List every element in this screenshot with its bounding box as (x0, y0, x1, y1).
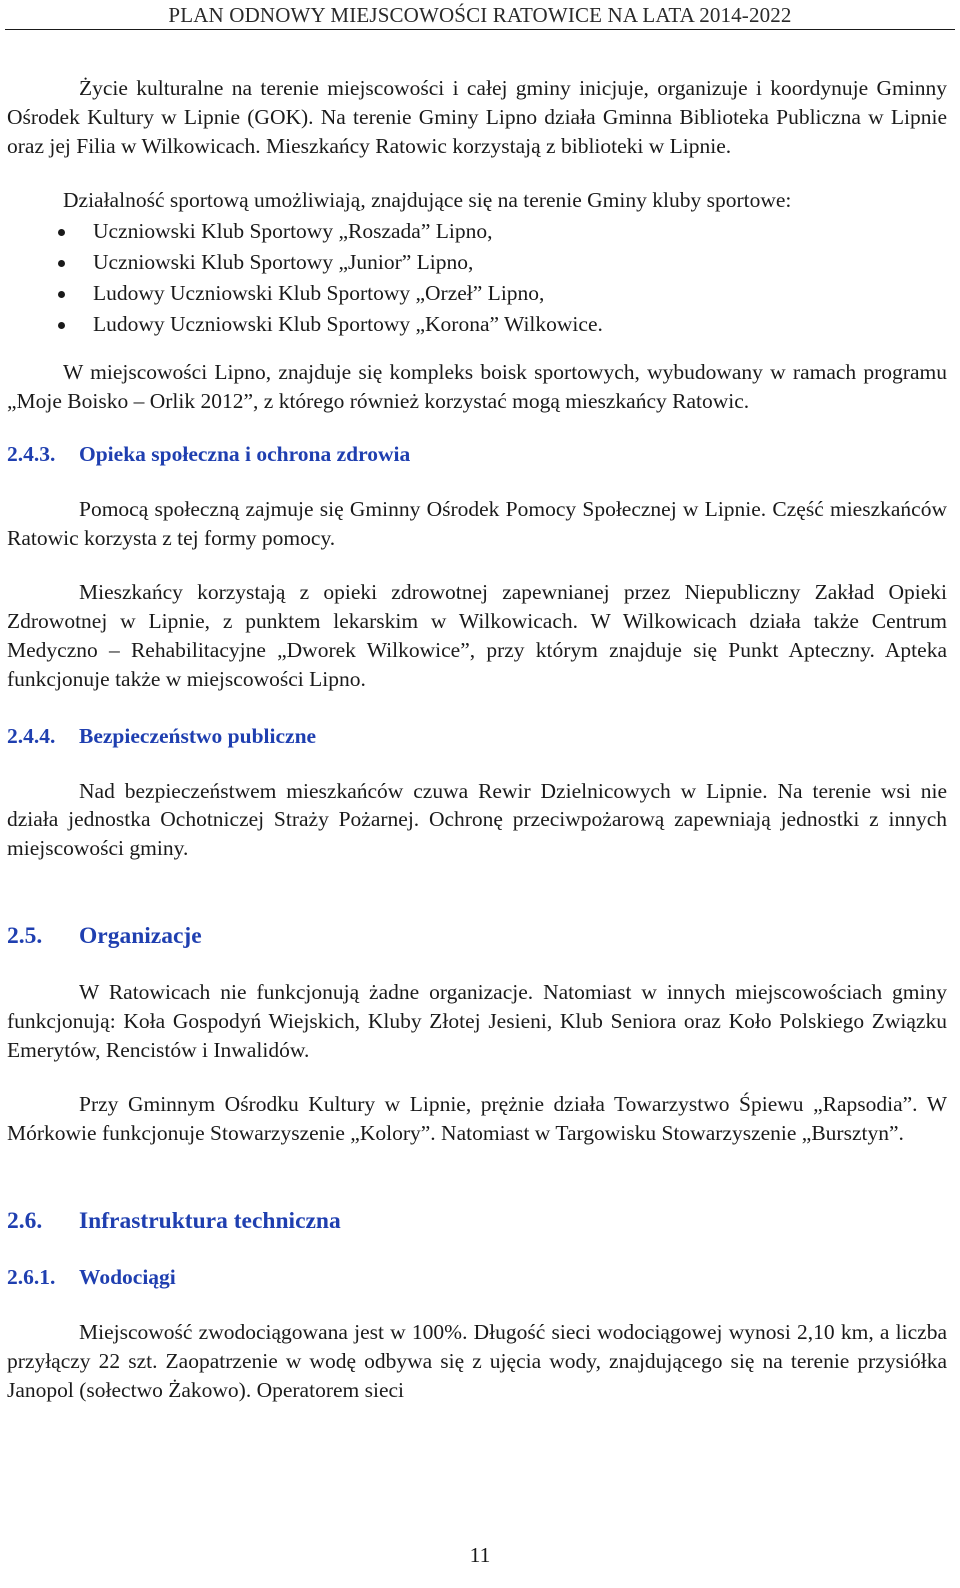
list-item: Uczniowski Klub Sportowy „Junior” Lipno, (55, 247, 947, 278)
section-title: Organizacje (79, 922, 202, 949)
section-heading-2-5 (7, 921, 947, 951)
paragraph-sport-intro: Działalność sportową umożliwiają, znajdujące się na terenie Gminy kluby sportowe: (63, 188, 792, 213)
section-heading-2-6-1 (7, 1263, 947, 1291)
section-heading-2-6 (7, 1206, 947, 1236)
list-item: Ludowy Uczniowski Klub Sportowy „Orzeł” Lipno, (55, 278, 947, 309)
section-number: 2.5. (7, 922, 43, 949)
section-number: 2.4.3. (7, 441, 56, 466)
section-title: Bezpieczeństwo publiczne (79, 723, 317, 748)
section-heading-2-4-3 (7, 440, 947, 468)
page-header (5, 0, 955, 30)
paragraph-culture: Życie kulturalne na terenie miejscowości i całej gminy inicjuje, organizuje i koordynuje Gminny Ośrodek Kultury w Lipnie (GOK). Na terenie Gminy Lipno działa Gminna Biblioteka Publiczna w Lipnie oraz jej Filia w Wilkowicach. Mieszkańcy Ratowic korzystają z biblioteki w Lipnie. (7, 76, 947, 158)
paragraph-water: Miejscowość zwodociągowana jest w 100%. Długość sieci wodociągowej wynosi 2,10 km, a liczba przyłączy 22 szt. Zaopatrzenie w wodę odbywa się z ujęcia wody, znajdującego się na terenie przysiółka Janopol (sołectwo Żakowo). Operatorem sieci (7, 1319, 947, 1402)
page-content (7, 74, 947, 1404)
page-number: 11 (469, 1543, 491, 1567)
paragraph-social-help: Pomocą społeczną zajmuje się Gminny Ośrodek Pomocy Społecznej w Lipnie. Część mieszkańców Ratowic korzysta z tej formy pomocy. (7, 496, 947, 550)
paragraph-safety: Nad bezpieczeństwem mieszkańców czuwa Rewir Dzielnicowych w Lipnie. Na terenie wsi nie działa jednostka Ochotniczej Straży Pożarnej. Ochronę przeciwpożarową zapewniają jednostki z innych miejscowości gminy. (7, 778, 947, 861)
section-title: Opieka społeczna i ochrona zdrowia (79, 441, 411, 466)
paragraph-organizations: W Ratowicach nie funkcjonują żadne organizacje. Natomiast w innych miejscowościach gminy funkcjonują: Koła Gospodyń Wiejskich, Kluby Złotej Jesieni, Klub Seniora oraz Koło Polskiego Związku Emerytów, Rencistów i Inwalidów. (7, 979, 947, 1062)
section-number: 2.4.4. (7, 723, 56, 748)
section-number: 2.6. (7, 1207, 43, 1234)
section-heading-2-4-4 (7, 722, 947, 750)
section-title: Wodociągi (79, 1264, 176, 1289)
section-title: Infrastruktura techniczna (79, 1207, 341, 1234)
section-number: 2.6.1. (7, 1264, 56, 1289)
paragraph-gok-societies: Przy Gminnym Ośrodku Kultury w Lipnie, prężnie działa Towarzystwo Śpiewu „Rapsodia”. W Mórkowie funkcjonuje Stowarzyszenie „Kolory”. Natomiast w Targowisku Stowarzyszenie „Bursztyn”. (7, 1092, 947, 1146)
paragraph-orlik: W miejscowości Lipno, znajduje się kompleks boisk sportowych, wybudowany w ramach programu „Moje Boisko – Orlik 2012”, z którego również korzystać mogą mieszkańcy Ratowic. (7, 360, 947, 413)
list-item: Ludowy Uczniowski Klub Sportowy „Korona” Wilkowice. (55, 309, 947, 340)
paragraph-health: Mieszkańcy korzystają z opieki zdrowotnej zapewnianej przez Niepubliczny Zakład Opieki Zdrowotnej w Lipnie, z punktem lekarskim w Wilkowicach. W Wilkowicach działa także Centrum Medyczno – Rehabilitacyjne „Dworek Wilkowice”, przy którym znajduje się Punkt Apteczny. Apteka funkcjonuje także w miejscowości Lipno. (7, 580, 947, 691)
list-item: Uczniowski Klub Sportowy „Roszada” Lipno, (55, 216, 947, 247)
sport-clubs-list (55, 216, 947, 340)
header-title: PLAN ODNOWY MIEJSCOWOŚCI RATOWICE NA LATA 2014-2022 (168, 3, 792, 27)
